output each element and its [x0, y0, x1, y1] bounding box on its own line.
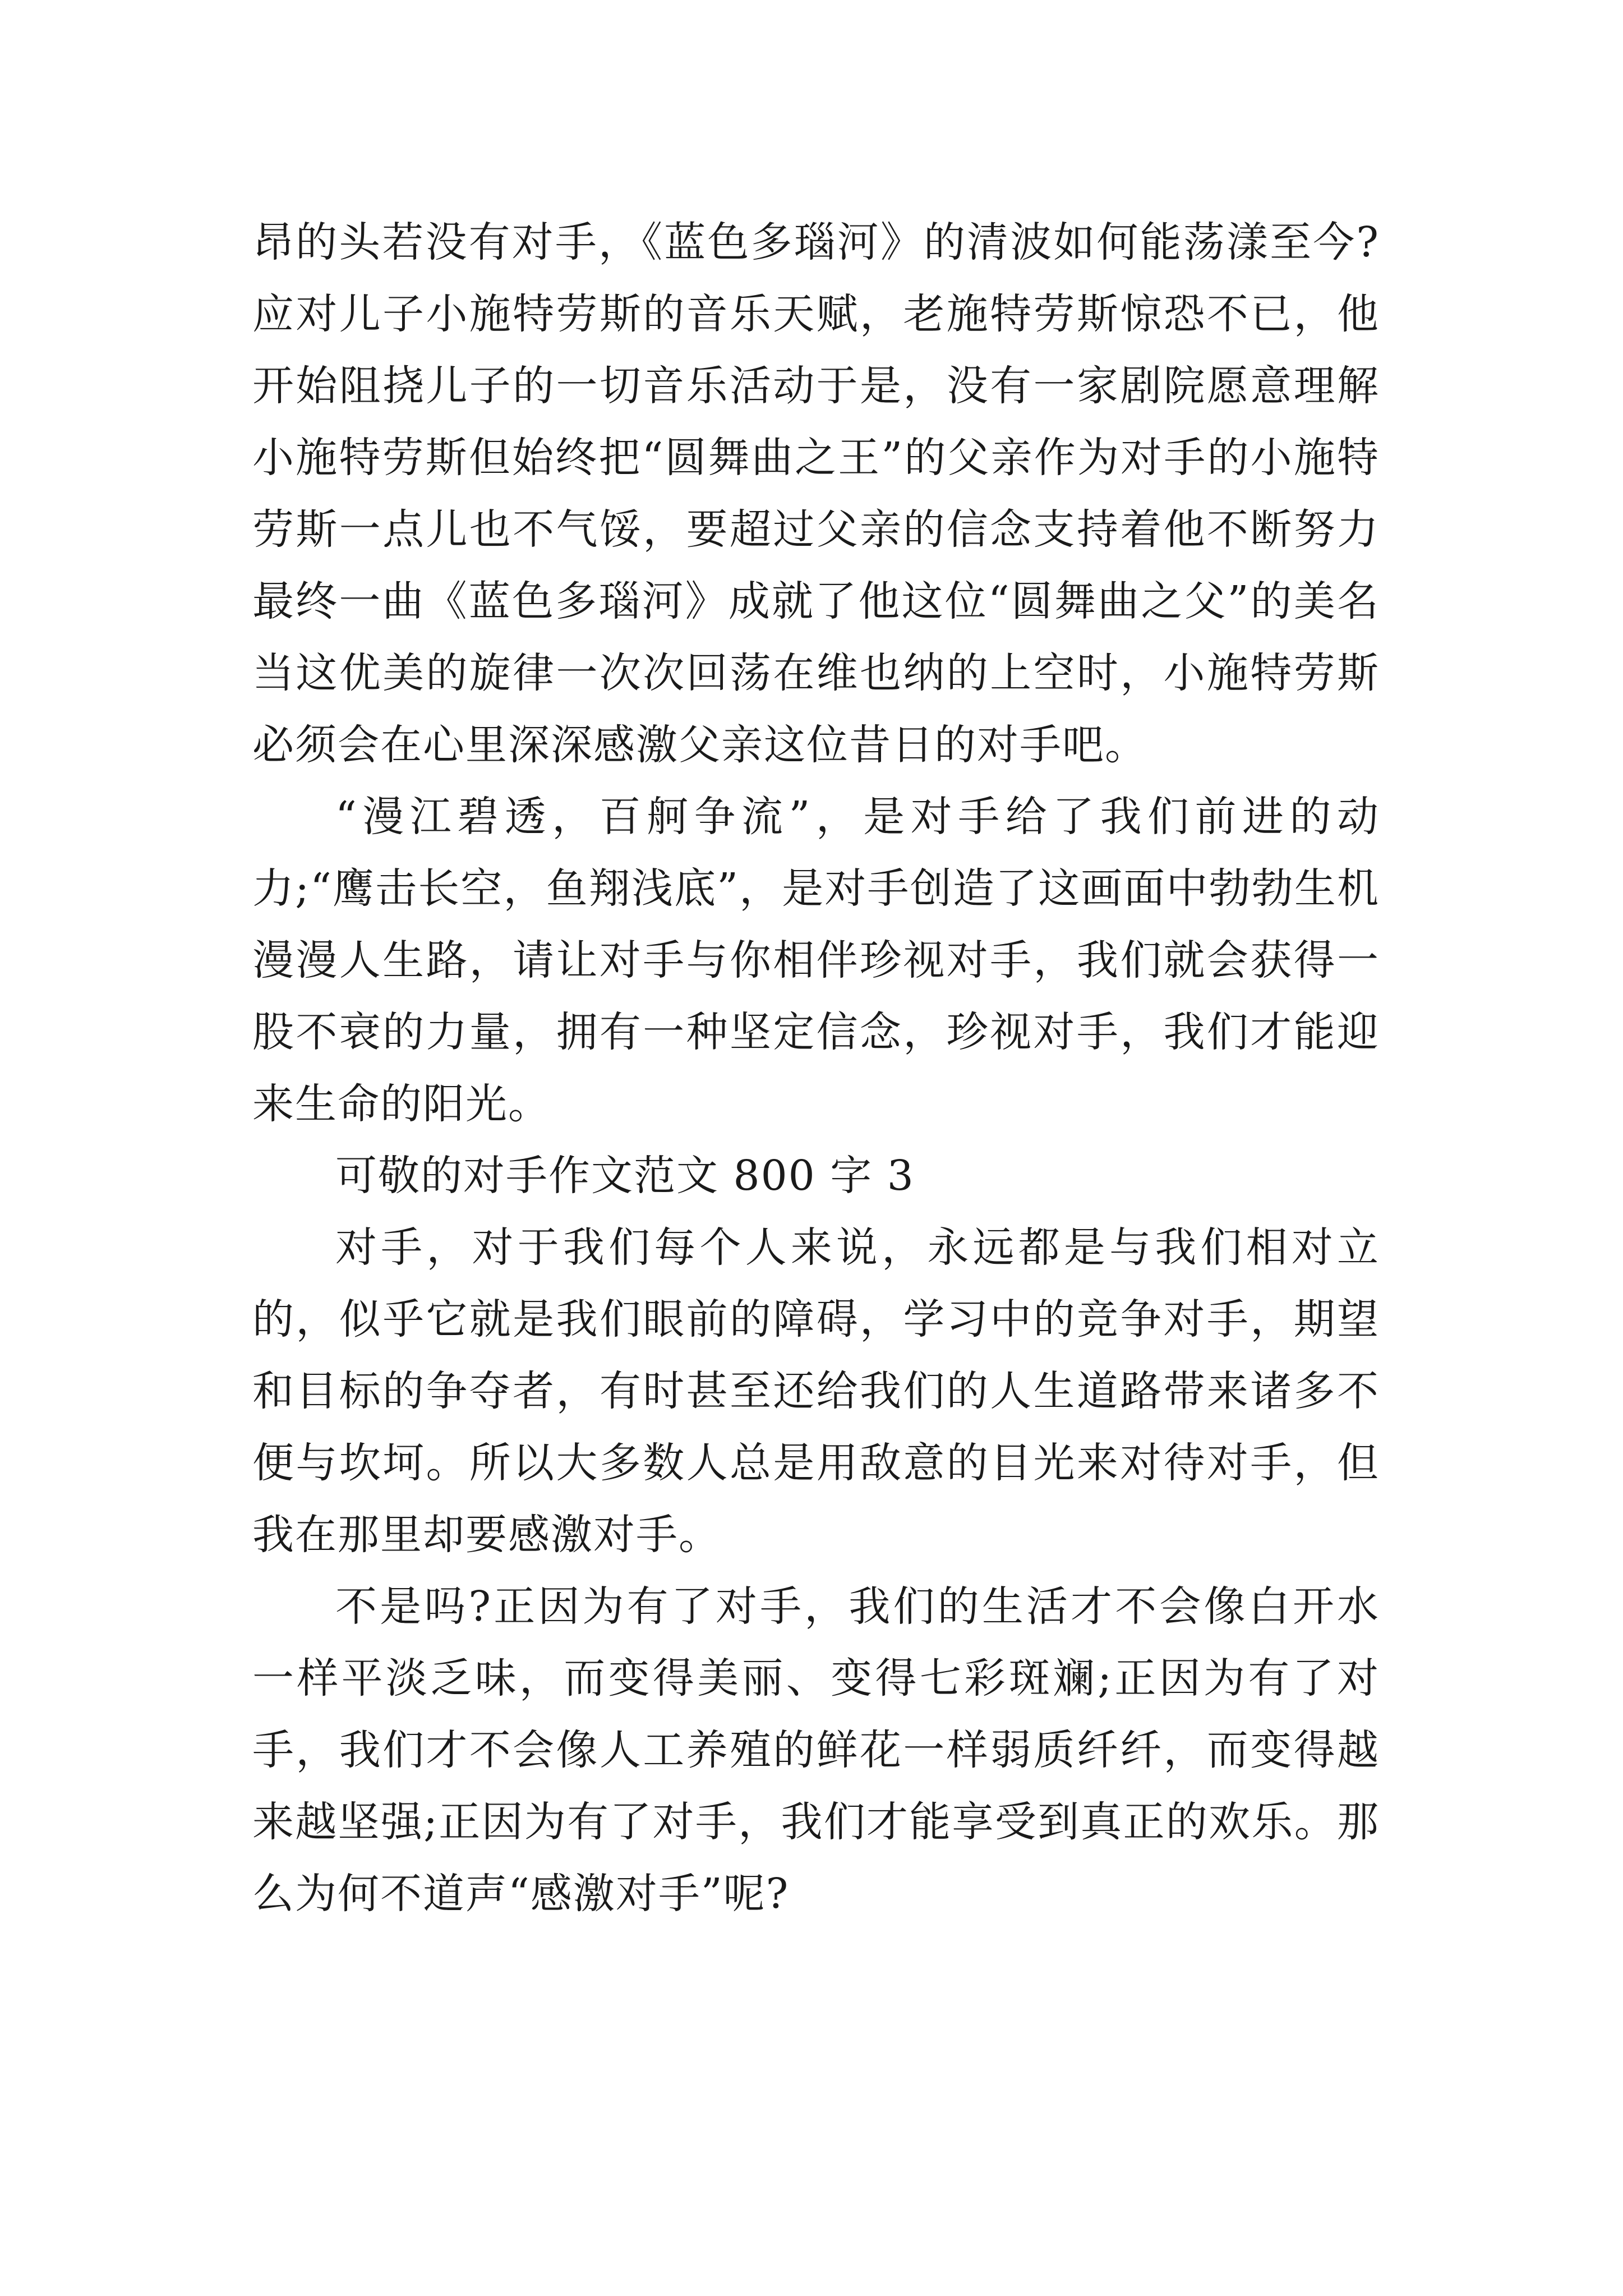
paragraph-thank-opponents: 不是吗?正因为有了对手，我们的生活才不会像白开水一样平淡乏味，而变得美丽、变得七彩斑斓;正因为有了对手，我们才不会像人工养殖的鲜花一样弱质纤纤，而变得越来越坚强;正因为有了对手，我们才能享受到真正的欢乐。那么为何不道声“感激对手”呢?: [252, 1582, 1380, 1918]
paragraph-rivals-quote: “漫江碧透，百舸争流”，是对手给了我们前进的动力;“鹰击长空，鱼翔浅底”，是对手创造了这画面中勃勃生机漫漫人生路，请让对手与你相伴珍视对手，我们就会获得一股不衰的力量，拥有一种坚定信念，珍视对手，我们才能迎来生命的阳光。: [252, 793, 1380, 1128]
paragraph-opponent-definition: 对手，对于我们每个人来说，永远都是与我们相对立的，似乎它就是我们眼前的障碍，学习中的竞争对手，期望和目标的争夺者，有时甚至还给我们的人生道路带来诸多不便与坎坷。所以大多数人总是用敌意的目光来对待对手，但我在那里却要感激对手。: [252, 1223, 1380, 1559]
document-body: [252, 206, 1380, 1930]
essay-heading: 可敬的对手作文范文 800 字 3: [335, 1152, 915, 1200]
paragraph-strauss: 昂的头若没有对手，《蓝色多瑙河》的清波如何能荡漾至今?应对儿子小施特劳斯的音乐天赋，老施特劳斯惊恐不已，他开始阻挠儿子的一切音乐活动于是，没有一家剧院愿意理解小施特劳斯但始终把“圆舞曲之王”的父亲作为对手的小施特劳斯一点儿也不气馁，要超过父亲的信念支持着他不断努力最终一曲《蓝色多瑙河》成就了他这位“圆舞曲之父”的美名当这优美的旋律一次次回荡在维也纳的上空时，小施特劳斯必须会在心里深深感激父亲这位昔日的对手吧。: [252, 218, 1380, 769]
